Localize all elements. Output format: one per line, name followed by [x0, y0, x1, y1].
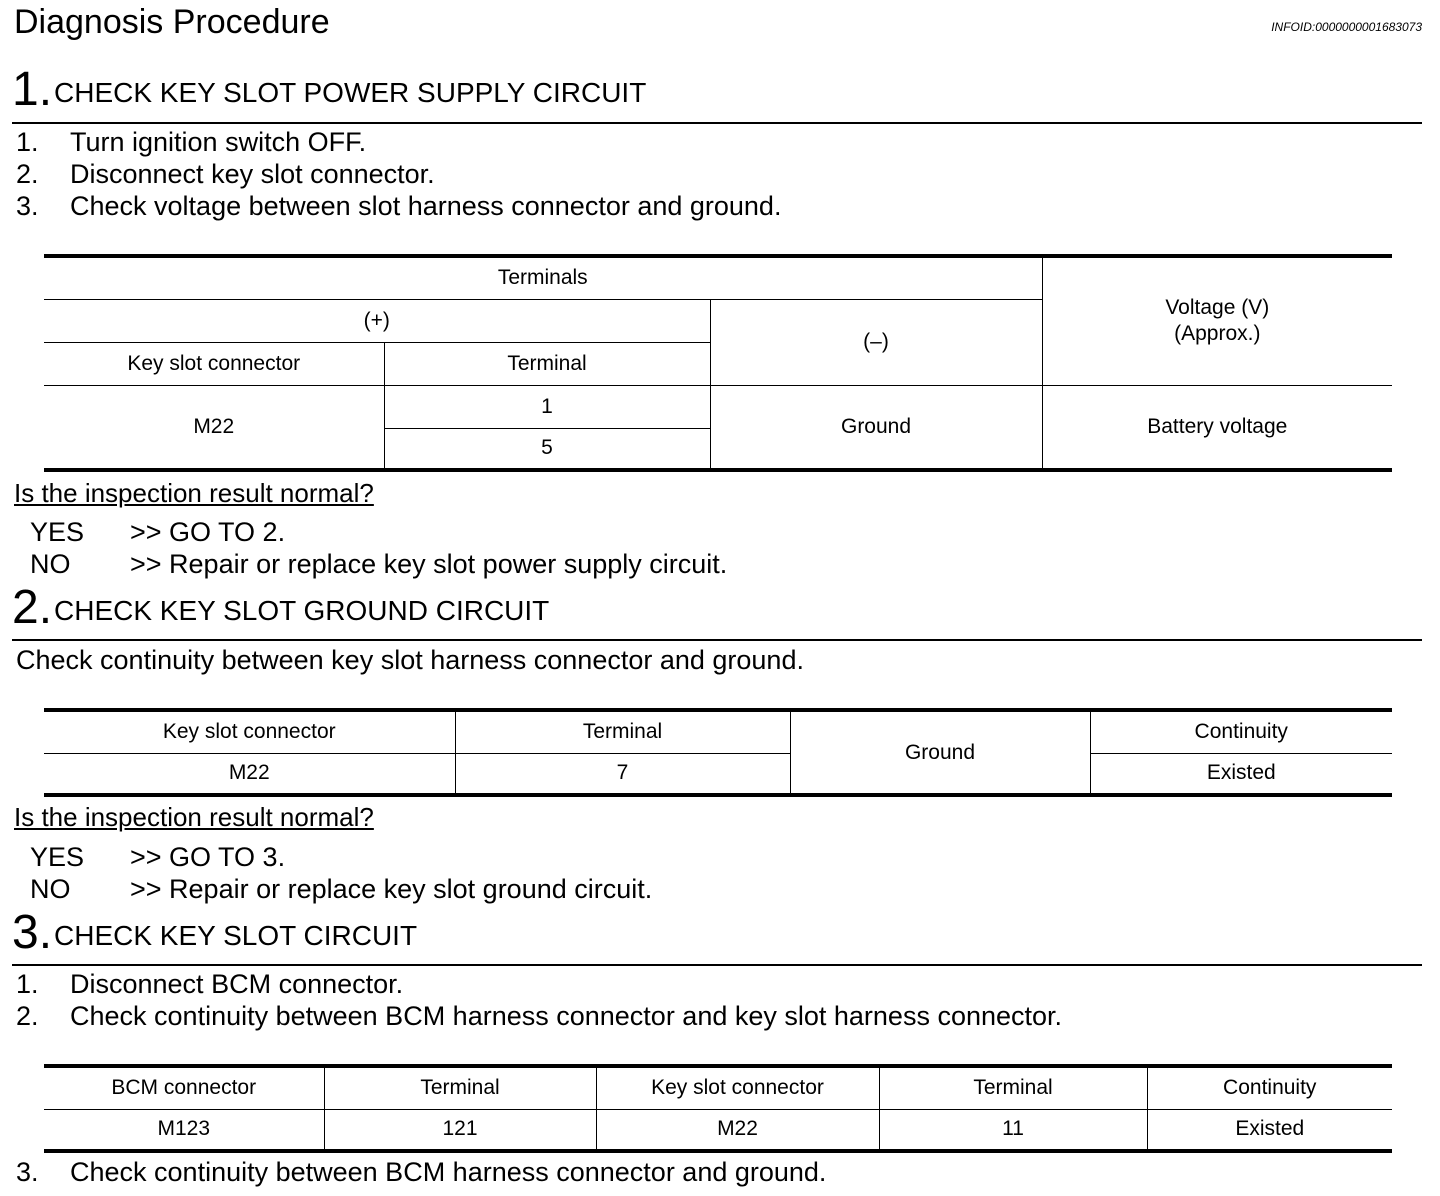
continuity-header: Continuity [1090, 710, 1392, 753]
step2-divider [12, 639, 1422, 641]
bcm-terminal-cell: 121 [324, 1109, 596, 1151]
step1-instruction-1 [16, 126, 366, 158]
step1-number: 1. [12, 63, 53, 116]
yes-label: YES [30, 517, 85, 547]
minus-cell: Ground [710, 385, 1042, 470]
instruction-number: 2. [16, 1001, 39, 1031]
yes-label: YES [30, 842, 85, 872]
plus-header: (+) [44, 299, 710, 342]
bcm-connector-header: BCM connector [111, 1076, 257, 1100]
key-slot-connector-cell: M22 [596, 1109, 879, 1151]
terminal-header: Terminal [384, 342, 710, 385]
terminal-header: Terminal [455, 710, 790, 753]
minus-header: (–) [710, 299, 1042, 385]
step2-number: 2. [12, 581, 53, 634]
step3-title: CHECK KEY SLOT CIRCUIT [54, 920, 418, 951]
connector-cell: M22 [44, 753, 455, 795]
step1-no [30, 548, 727, 580]
yes-text: >> GO TO 3. [130, 842, 286, 872]
key-slot-terminal-header: Terminal [879, 1066, 1147, 1109]
voltage-header [1042, 256, 1392, 385]
instruction-text: Disconnect BCM connector. [70, 969, 404, 999]
no-text: >> Repair or replace key slot ground circuit. [130, 874, 653, 904]
step3-instruction-2 [16, 1000, 1062, 1032]
step1-yes [30, 516, 285, 548]
instruction-number: 1. [16, 127, 39, 157]
instruction-number: 2. [16, 159, 39, 189]
key-slot-terminal-cell: 11 [879, 1109, 1147, 1151]
step3-continuity-table [44, 1064, 1392, 1153]
step1-question: Is the inspection result normal? [14, 478, 374, 508]
instruction-text: Turn ignition switch OFF. [70, 127, 367, 157]
step2-title: CHECK KEY SLOT GROUND CIRCUIT [54, 595, 550, 626]
instruction-text: Check voltage between slot harness connector and ground. [70, 191, 782, 221]
no-label: NO [30, 549, 71, 579]
step1-instruction-3 [16, 190, 781, 222]
terminal-cell-5: 5 [384, 428, 710, 470]
voltage-header-line2: (Approx.) [1174, 322, 1261, 346]
terminal-cell-1: 1 [384, 385, 710, 428]
step2-yes [30, 841, 285, 873]
key-slot-connector-header: Key slot connector [44, 342, 384, 385]
bcm-terminal-header: Terminal [324, 1066, 596, 1109]
step3-instruction-1 [16, 968, 403, 1000]
voltage-header-line1: Voltage (V) [1165, 296, 1270, 320]
step3-divider [12, 964, 1422, 966]
continuity-cell: Existed [1147, 1109, 1392, 1151]
continuity-header: Continuity [1147, 1066, 1392, 1109]
step2-continuity-table [44, 708, 1392, 797]
instruction-number: 1. [16, 969, 39, 999]
yes-text: >> GO TO 2. [130, 517, 286, 547]
terminals-header: Terminals [497, 266, 588, 290]
instruction-number: 3. [16, 191, 39, 221]
step3-number: 3. [12, 906, 53, 959]
no-text: >> Repair or replace key slot power supply circuit. [130, 549, 728, 579]
instruction-text: Check continuity between BCM harness connector and ground. [70, 1157, 827, 1187]
instruction-text: Disconnect key slot connector. [70, 159, 435, 189]
step1-instruction-2 [16, 158, 435, 190]
key-slot-connector-header: Key slot connector [162, 720, 336, 744]
step2-instruction: Check continuity between key slot harness connector and ground. [16, 645, 804, 675]
instruction-number: 3. [16, 1157, 39, 1187]
step2-no [30, 873, 652, 905]
step1-voltage-table [44, 254, 1392, 472]
bcm-connector-cell: M123 [44, 1109, 324, 1151]
step1-divider [12, 122, 1422, 124]
voltage-cell: Battery voltage [1042, 385, 1392, 470]
page-title: Diagnosis Procedure [14, 3, 330, 41]
no-label: NO [30, 874, 71, 904]
key-slot-connector-header: Key slot connector [596, 1066, 879, 1109]
ground-cell: Ground [790, 710, 1090, 795]
connector-cell: M22 [44, 385, 384, 470]
instruction-text: Check continuity between BCM harness connector and key slot harness connector. [70, 1001, 1063, 1031]
step3-instruction-3 [16, 1156, 826, 1188]
step1-title: CHECK KEY SLOT POWER SUPPLY CIRCUIT [54, 77, 647, 108]
continuity-cell: Existed [1090, 753, 1392, 795]
info-id: INFOID:0000000001683073 [1271, 20, 1422, 34]
terminal-cell: 7 [455, 753, 790, 795]
step2-question: Is the inspection result normal? [14, 802, 374, 832]
